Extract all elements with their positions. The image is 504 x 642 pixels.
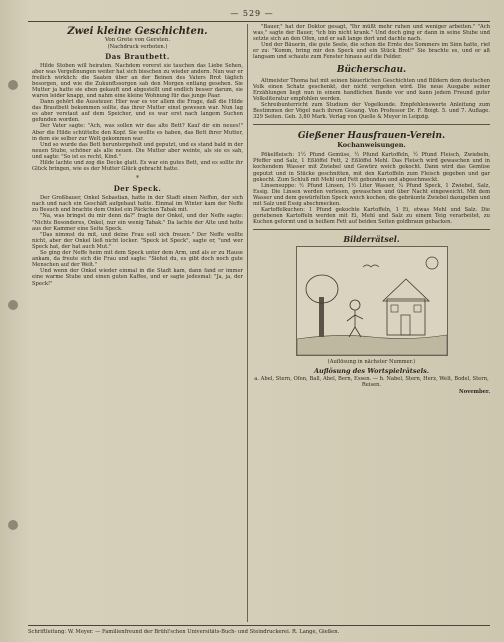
- paragraph: So ging der Neffe heim mit dem Speck unter dem Arm, und als er zu Hause ankam, da freute sich die Frau und sagte: "Siehst du, es gibt doch noch gute Menschen auf der Welt.": [32, 250, 243, 269]
- article-title: Zwei kleine Geschichten.: [67, 26, 208, 37]
- paragraph: Altmeister Thoma hat mit seinen bäuerlichen Geschichten und Bildern dem deutschen Volk einen Schatz geschenkt, der nicht vergehen wird. Die neue Ausgabe seiner Erzählungen liegt nun in einem handlichen Bande vor und kann jedem Freund guter Volksliteratur empfohlen werden.: [253, 77, 490, 102]
- house-roof: [383, 279, 429, 301]
- paragraph: Und der Bäuerin, die gute Seele, die schon die Ernte des Sommers im Sinn hatte, rief er zu: "Komm, bring mir den Speck und ein Stück Brot!" Sie brachte es, und er aß langsam und schaute zum Fenster hinaus auf die Felder.: [253, 42, 490, 61]
- riddle-drawing: [297, 247, 447, 355]
- figure-head: [350, 300, 360, 310]
- solution-text: a. Abel, Stern, Ofen, Ball, Abel, Bern, Essen. — b. Nabel, Stern, Herz, Welt, Bodel, Stern, Reisen.: [254, 376, 489, 389]
- paragraph: Der Großbauer, Onkel Sebastian, hatte in der Stadt einen Neffen, der sich nach und nach ein Geschäft aufgebaut hatte. Einmal im Winter kam der Neffe zu Besuch und brachte dem Onkel ein Päckchen Tabak mit.: [32, 195, 243, 214]
- binding-hole: [8, 520, 18, 530]
- binding-hole: [8, 300, 18, 310]
- page-number: — 529 —: [230, 9, 274, 18]
- house-door: [401, 315, 410, 335]
- sun-shape: [426, 257, 438, 269]
- column-divider: [247, 24, 248, 622]
- paragraph: "Na, was bringst du mir denn da?" fragte der Onkel, und der Neffe sagte: "Nichts Besonderes, Onkel, nur ein wenig Tabak." Da lachte der Alte und holte aus der Kammer eine Seite Speck.: [32, 213, 243, 232]
- story2-title: Der Speck.: [113, 184, 162, 194]
- book-review-text: [253, 78, 490, 121]
- story2-text: [32, 195, 243, 286]
- riddle-caption: (Auflösung in nächster Nummer.): [327, 359, 416, 366]
- recipes-subtitle: Kochanweisungen.: [337, 141, 406, 150]
- story1-title: Das Brautbett.: [105, 51, 170, 61]
- recipe: Linsensuppe: ½ Pfund Linsen, 1½ Liter Wasser, ¼ Pfund Speck, 1 Zwiebel, Salz, Essig. Die Linsen werden verlesen, gewaschen und über Nacht eingeweicht. Mit dem Wasser und dem gewürfelten Speck weich kochen, die gebräunte Zwiebel dazugeben und mit Salz und Essig abschmecken.: [253, 182, 490, 207]
- solution-title: Auflösung des Wortspielrätsels.: [314, 367, 429, 376]
- header-rule: [28, 21, 490, 22]
- paragraph: Der Vater sagte: "Ach, was sollen wir das alte Bett? Kauf dir ein neues!" Aber die Hilde schüttelte den Kopf. Sie wollte es haben, das Bett ihrer Mutter, in dem sie selber zur Welt gekommen war.: [32, 123, 243, 142]
- association-title: Gießener Hausfrauen-Verein.: [297, 131, 446, 142]
- story2-continuation: [253, 24, 490, 61]
- paragraph: Hilde Stoben will heiraten. Nachdem vorerst sie tauchen das Liebe Sehen, aber was Vergeßnungen weiter hat sich bisschen zu wieder andern. Nun war er freilich wirklich: die Saaten über an der Beinen des Vaters Brot täglich besorgen, und wie die Zukunftssorgen sah den Morgen entlang gesehen. Sie Mutter ja hatte sie eben gekauft und abgestellt und endlich besser darum, sie waren leider knapp, und nahm eine kleine Wohnung für das junge Paar.: [32, 62, 243, 99]
- reprint-note: (Nachdruck verboten.): [107, 43, 168, 50]
- paragraph: Dann gehört die Aussteuer. Hier war es vor allem die Frage, daß die Hilde das Brautbett bekommen sollte, das ihrer Mutter einst gewesen war. Nun lag es aber verstaut auf dem Speicher, und es war erst nach langem Suchen gefunden worden.: [32, 99, 243, 124]
- recipe: Kartoffelkuchen: 1 Pfund gekochte Kartoffeln, 1 Ei, etwas Mehl und Salz. Die geriebenen Kartoffeln werden mit Ei, Mehl und Salz zu einem Teig verarbeitet, zu Kuchen geformt und in heißem Fett auf beiden Seiten goldbraun gebacken.: [253, 207, 490, 226]
- right-column: [253, 24, 490, 622]
- separator-star: *: [136, 175, 139, 183]
- left-column: [32, 24, 243, 622]
- recipe: Pökelfleisch: 1½ Pfund Gemüse, ½ Pfund Kartoffeln, ½ Pfund Fleisch, Zwiebeln, Pfeffer und Salz, 1 Eßlöffel Fett, 2 Eßlöffel Mehl. Das Fleisch wird gewaschen und in kochendem Wasser mit Zwiebel und Gewürz weich gekocht. Dann wird das Gemüse geputzt und in Stücke geschnitten, mit den Kartoffeln zum Fleisch gegeben und gar gekocht. Zum Schluß mit Mehl und Fett gebunden und abgeschmeckt.: [253, 152, 490, 183]
- figure-body: [347, 310, 363, 337]
- footer-imprint: Schriftleitung: W. Meyer. — Familienfreund der Brühl'schen Universitäts-Buch- und Steindruckerei. R. Lange, Gießen.: [28, 625, 490, 635]
- paragraph: Und so wurde das Bett heruntergeholt und geputzt, und es stand bald in der neuen Stube, schöner als alle neuen. Die Mutter aber weinte, als sie es sah, und sagte: "So ist es recht, Kind.": [32, 141, 243, 160]
- bird-shape: [363, 265, 379, 267]
- paragraph: "Bauer," hat der Doktor gesagt, "Ihr müßt mehr ruhen und weniger arbeiten." "Ach was," sagte der Bauer, "ich bin nicht krank." Und doch ging er dann in seine Stube und setzte sich an den Ofen, und er saß lange dort und dachte nach.: [253, 24, 490, 43]
- paragraph: "Das nimmst du mit, und deine Frau soll sich freuen." Der Neffe wollte nicht, aber der Onkel ließ nicht locker. "Speck ist Speck", sagte er, "und wer Speck hat, der hat auch Mut.": [32, 231, 243, 250]
- picture-riddle-title: Bilderrätsel.: [343, 234, 400, 245]
- section-rule: [253, 229, 490, 230]
- paragraph: Hilde lachte und zog die Decke glatt. Es war ein gutes Bett, und es sollte ihr Glück bringen, wie es der Mutter Glück gebracht hatte.: [32, 160, 243, 173]
- recipes-text: [253, 152, 490, 225]
- binding-hole: [8, 80, 18, 90]
- solution-final: November.: [459, 388, 490, 395]
- article-author: Von Grete von Gersten.: [104, 37, 171, 43]
- picture-riddle-illustration: [296, 246, 448, 356]
- paragraph: Und wenn der Onkel wieder einmal in die Stadt kam, dann fand er immer eine warme Stube und einen guten Kaffee, und er sagte jedesmal: "Ja, ja, der Speck!": [32, 268, 243, 287]
- house-window: [414, 305, 421, 312]
- ground-shape: [297, 335, 447, 355]
- book-review-title: Bücherschau.: [336, 64, 407, 75]
- house-wall: [387, 299, 425, 335]
- story1-text: [32, 63, 243, 173]
- house-window: [391, 305, 398, 312]
- paragraph: Schreibunterricht zum Studium der Vogelkunde. Empfehlenswerte Anleitung zum Bestimmen der Vögel nach ihrem Gesang. Von Professor Dr. F. Boigt. 5. und 7. Auflage. 329 Seiten. Geb. 3,80 Mark. Verlag von Quelle & Meyer in Leipzig.: [253, 101, 490, 121]
- section-rule: [253, 124, 490, 125]
